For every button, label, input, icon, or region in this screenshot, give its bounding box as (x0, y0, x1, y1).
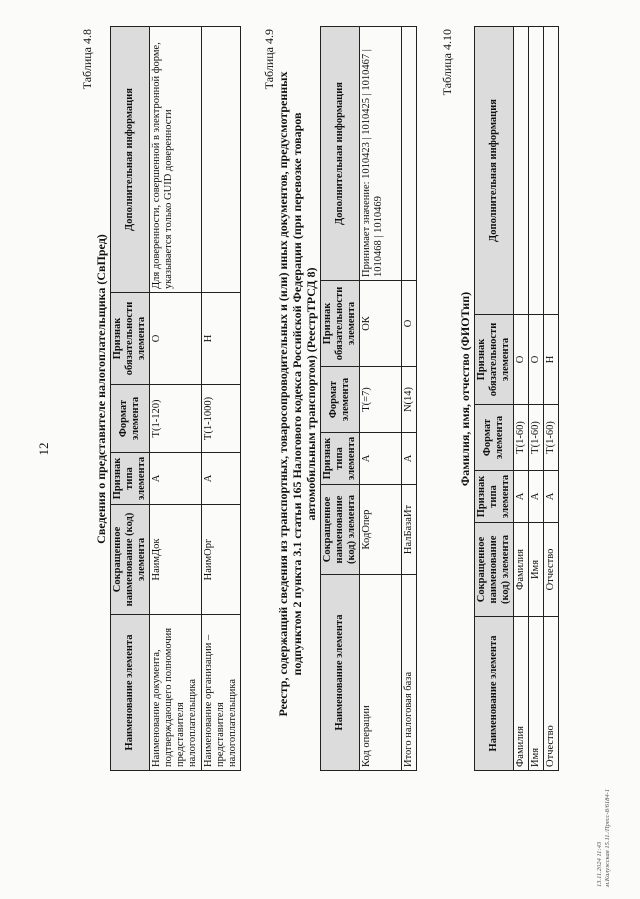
cell: Т(1-120) (150, 385, 202, 453)
cell: А (360, 433, 402, 485)
cell: А (402, 433, 417, 485)
cell: О (514, 315, 529, 405)
header-cell: Сокращенное наименование (код) элемента (475, 523, 514, 617)
cell: N(14) (402, 367, 417, 433)
header-cell: Дополнительная информация (111, 27, 150, 293)
table-4-9-title: Реестр, содержащий сведения из транспортных, товаросопроводительных и (или) иных документов, предусмотренных подпунктом 2 пункта 3.1 статьи 165 Налогового кодекса Российской Федерации (при перевозке товаров автомобильным транспортом) (РеестрТРСД 8) (276, 71, 318, 717)
cell (514, 27, 529, 315)
cell: Для доверенности, совершенной в электронной форме, указывается только GUID доверенности (150, 27, 202, 293)
table-4-8-title: Сведения о представителе налогоплательщика (СвПред) (94, 234, 108, 544)
cell: Т(1-1000) (202, 385, 241, 453)
cell: Н (544, 315, 559, 405)
header-cell: Сокращенное наименование (код) элемента (111, 505, 150, 615)
table-4-9 (320, 26, 417, 771)
header-cell: Дополнительная информация (475, 27, 514, 315)
cell: Фамилия (514, 523, 529, 617)
cell (202, 27, 241, 293)
header-cell: Признак обязательности элемента (321, 281, 360, 367)
table-row (202, 27, 241, 771)
header-cell: Наименование элемента (321, 575, 360, 771)
cell: Отчество (544, 617, 559, 771)
table-row (544, 27, 559, 771)
header-cell: Наименование элемента (111, 615, 150, 771)
cell: А (202, 453, 241, 505)
cell: О (529, 315, 544, 405)
cell: Наименование организации – представителя налогоплательщика (202, 615, 241, 771)
table-row (150, 27, 202, 771)
table-row (529, 27, 544, 771)
stamp-line: 13.11.2024 11:43 (596, 841, 603, 887)
table-header-row (475, 27, 514, 771)
cell: Итого налоговая база (402, 575, 417, 771)
cell: Н (202, 293, 241, 385)
cell: Т(1-60) (514, 405, 529, 471)
header-cell: Дополнительная информация (321, 27, 360, 281)
cell: А (514, 471, 529, 523)
cell: Т(1-60) (529, 405, 544, 471)
header-cell: Наименование элемента (475, 617, 514, 771)
header-cell: Формат элемента (321, 367, 360, 433)
header-cell: Сокращенное наименование (код) элемента (321, 485, 360, 575)
table-4-8-label: Таблица 4.8 (80, 29, 94, 90)
cell: НаимДок (150, 505, 202, 615)
cell: НаимОрг (202, 505, 241, 615)
cell: Код операции (360, 575, 402, 771)
document-stamp (596, 667, 612, 887)
cell: КодОпер (360, 485, 402, 575)
cell: Наименование документа, подтверждающего полномочия представителя налогоплательщика (150, 615, 202, 771)
cell: О (402, 281, 417, 367)
table-4-10-title: Фамилия, имя, отчество (ФИОТип) (458, 291, 472, 487)
page-number: 12 (36, 442, 51, 456)
header-cell: Формат элемента (475, 405, 514, 471)
table-row (514, 27, 529, 771)
cell: Имя (529, 523, 544, 617)
cell: Т(1-60) (544, 405, 559, 471)
table-4-8 (110, 26, 241, 771)
table-4-9-label: Таблица 4.9 (262, 29, 276, 90)
cell (544, 27, 559, 315)
table-4-10 (474, 26, 559, 771)
cell: Т(=7) (360, 367, 402, 433)
table-header-row (321, 27, 360, 771)
cell: ОК (360, 281, 402, 367)
cell: НалБазаИт (402, 485, 417, 575)
cell: Отчество (544, 523, 559, 617)
table-4-10-label: Таблица 4.10 (440, 29, 454, 96)
cell: О (150, 293, 202, 385)
cell: А (150, 453, 202, 505)
cell: А (529, 471, 544, 523)
header-cell: Формат элемента (111, 385, 150, 453)
stamp-line: м.Калужская 15.11./Пресс-8/6184-1 (604, 788, 611, 887)
header-cell: Признак обязательности элемента (475, 315, 514, 405)
cell: Имя (529, 617, 544, 771)
table-row (402, 27, 417, 771)
cell: А (544, 471, 559, 523)
header-cell: Признак типа элемента (111, 453, 150, 505)
cell: Фамилия (514, 617, 529, 771)
header-cell: Признак типа элемента (321, 433, 360, 485)
table-header-row (111, 27, 150, 771)
cell (529, 27, 544, 315)
cell: Принимает значение: 1010423 | 1010425 | 1010467 | 1010468 | 1010469 (360, 27, 402, 281)
header-cell: Признак обязательности элемента (111, 293, 150, 385)
table-row (360, 27, 402, 771)
cell (402, 27, 417, 281)
header-cell: Признак типа элемента (475, 471, 514, 523)
